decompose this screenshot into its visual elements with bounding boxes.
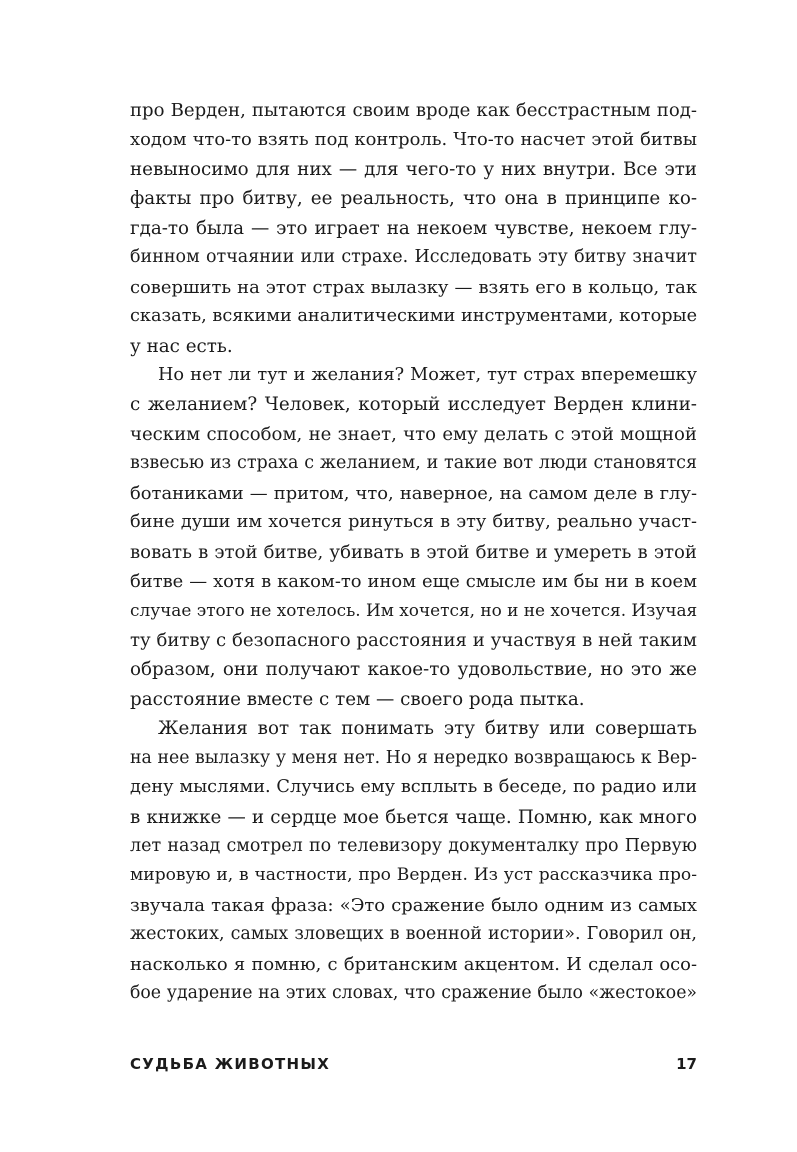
paragraph — [130, 714, 697, 1008]
text-line: бинном отчаянии или страхе. Исследовать эту битву значит — [130, 247, 697, 268]
text-line: сказать, всякими аналитическими инструментами, которые — [130, 306, 698, 327]
text-line: ходом что-то взять под контроль. Что-то насчет этой битвы — [130, 129, 697, 151]
paragraph — [130, 361, 697, 714]
text-line: на нее вылазку у меня нет. Но я нередко возвращаюсь к Вер- — [130, 747, 697, 768]
text-line: мировую и, в частности, про Верден. Из уст рассказчика про- — [130, 865, 697, 886]
running-head: СУДЬБА ЖИВОТНЫХ — [130, 1055, 331, 1073]
text-line: ческим способом, не знает, что ему делать с этой мощной — [130, 423, 697, 445]
text-line: звучала такая фраза: «Это сражение было одним из самых — [130, 894, 697, 916]
text-line: бое ударение на этих словах, что сражение было «жестокое» — [130, 983, 697, 1004]
text-line: ботаниками — притом, что, наверное, на самом деле в глу- — [130, 482, 697, 504]
page-number: 17 — [676, 1055, 697, 1073]
text-line: лет назад смотрел по телевизору документалку про Первую — [130, 835, 697, 856]
text-line: гда-то была — это играет на некоем чувстве, некоем глу- — [130, 217, 697, 239]
text-line: факты про битву, ее реальность, что она в принципе ко- — [130, 188, 697, 210]
body-text — [130, 96, 697, 1009]
text-line: ту битву с безопасного расстояния и участвуя в ней таким — [130, 629, 697, 651]
text-line: у нас есть. — [130, 335, 233, 357]
text-line: случае этого не хотелось. Им хочется, но и не хочется. Изучая — [130, 600, 698, 621]
paragraph — [130, 96, 697, 361]
text-line: расстояние вместе с тем — своего рода пытка. — [130, 688, 585, 710]
text-line: вовать в этой битве, убивать в этой битве и умереть в этой — [130, 541, 697, 563]
text-line: совершить на этот страх вылазку — взять его в кольцо, так — [130, 276, 697, 298]
text-line: с желанием? Человек, который исследует Верден клини- — [130, 394, 697, 416]
text-line: образом, они получают какое-то удовольствие, но это же — [130, 659, 697, 681]
text-line: про Верден, пытаются своим вроде как бесстрастным под- — [130, 100, 697, 121]
text-line: жестоких, самых зловещих в военной истории». Говорил он, — [130, 924, 697, 945]
text-line: в книжке — и сердце мое бьется чаще. Помню, как много — [130, 806, 697, 828]
text-line: дену мыслями. Случись ему всплыть в беседе, по радио или — [130, 777, 697, 798]
text-line: взвесью из страха с желанием, и такие вот люди становятся — [130, 453, 697, 474]
text-line: бине души им хочется ринуться в эту битву, реально участ- — [130, 512, 697, 533]
text-line: Но нет ли тут и желания? Может, тут страх вперемешку — [158, 364, 697, 385]
text-line: Желания вот так понимать эту битву или совершать — [158, 718, 697, 740]
text-line: битве — хотя в каком-то ином еще смысле им бы ни в коем — [130, 571, 697, 592]
text-line: невыносимо для них — для чего-то у них внутри. Все эти — [130, 158, 697, 180]
page-footer — [130, 1053, 697, 1077]
text-line: насколько я помню, с британским акцентом. И сделал осо- — [130, 953, 697, 975]
